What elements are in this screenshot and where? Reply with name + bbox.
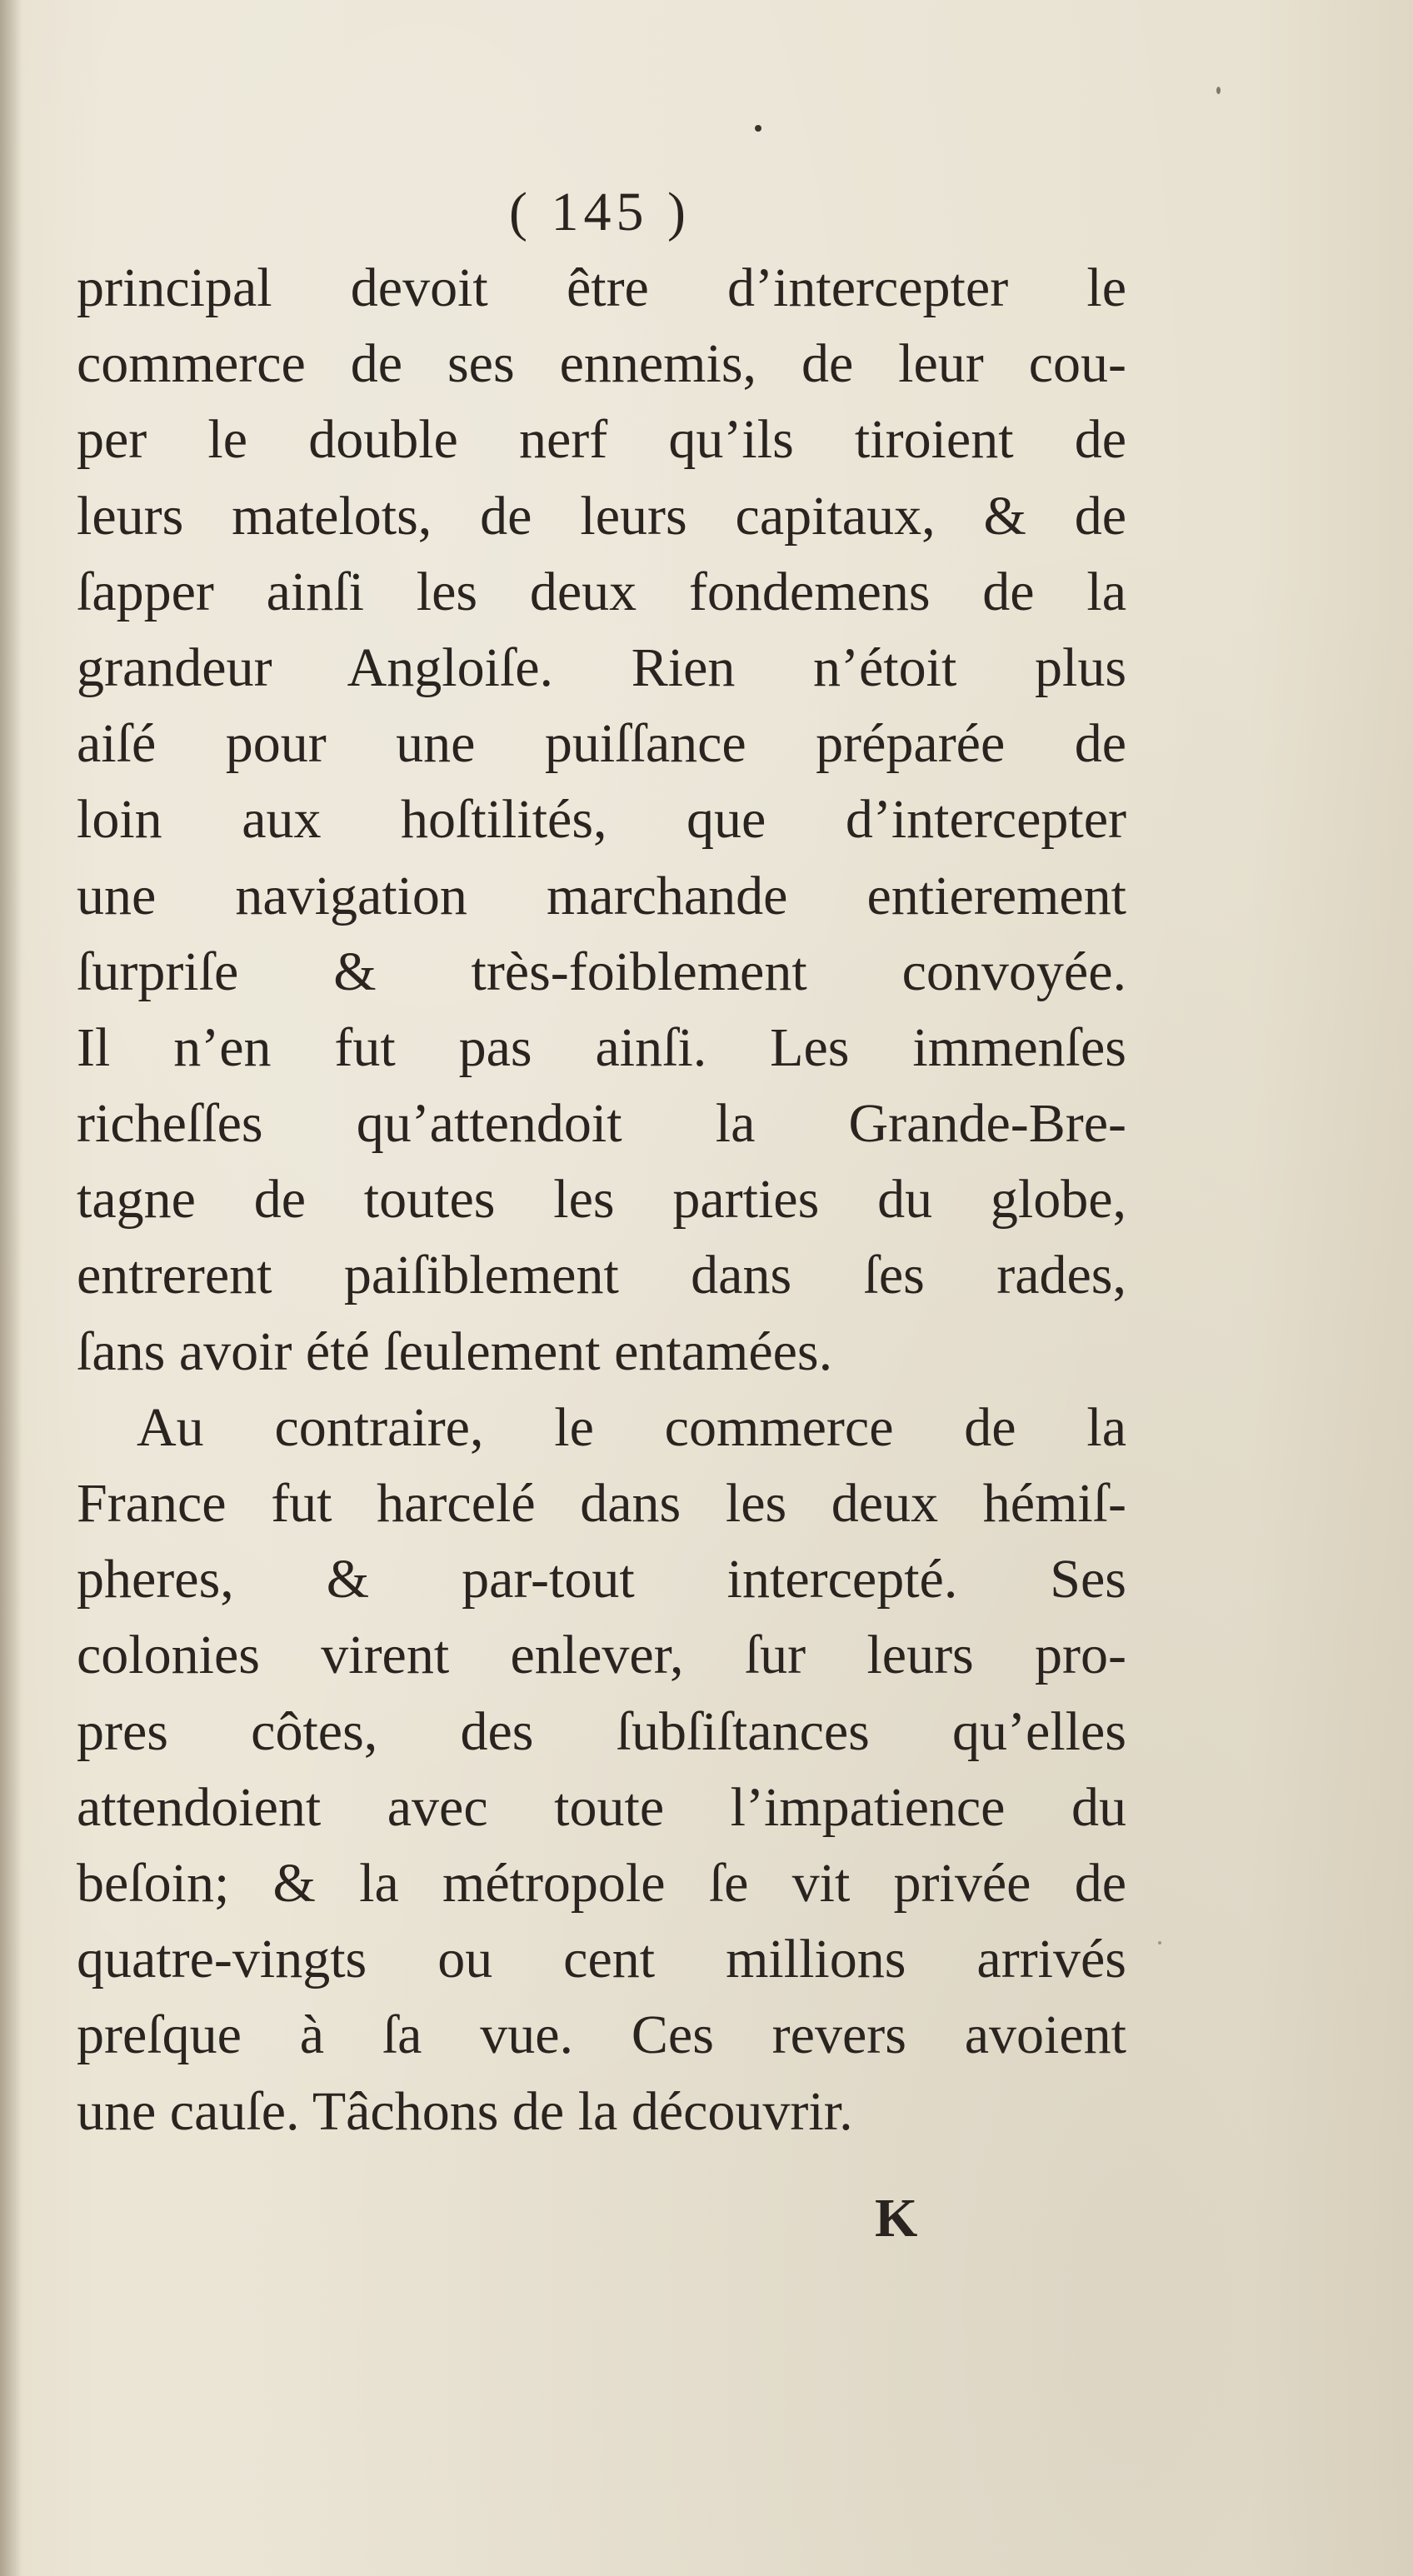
page-number: ( 145 ) [509, 182, 691, 242]
text-line: loin aux hoſtilités, que d’intercepter [77, 789, 1126, 851]
paragraph-2 [77, 1390, 1126, 2149]
text-line: une navigation marchande entierement [77, 865, 1126, 926]
text-line: tagne de toutes les parties du globe, [77, 1169, 1126, 1231]
text-line: colonies virent enlever, ſur leurs pro- [77, 1625, 1126, 1686]
text-line: pres côtes, des ſubſiſtances qu’elles [77, 1700, 1126, 1762]
text-line: leurs matelots, de leurs capitaux, & de [77, 485, 1126, 547]
text-line: commerce de ses ennemis, de leur cou- [77, 333, 1126, 395]
text-line: per le double nerf qu’ils tiroient de [77, 409, 1126, 471]
text-line: grandeur Angloiſe. Rien n’étoit plus [77, 637, 1126, 698]
text-line: Au contraire, le commerce de la [137, 1396, 1126, 1458]
text-line: ſapper ainſi les deux fondemens de la [77, 561, 1126, 622]
text-line: principal devoit être d’intercepter le [77, 257, 1126, 318]
text-line: Il n’en fut pas ainſi. Les immenſes [77, 1016, 1126, 1078]
text-line: richeſſes qu’attendoit la Grande-Bre- [77, 1093, 1126, 1155]
text-line: beſoin; & la métropole ſe vit privée de [77, 1852, 1126, 1914]
paper-speck [755, 125, 761, 132]
text-line: entrerent paiſiblement dans ſes rades, [77, 1245, 1126, 1306]
text-line: pheres, & par-tout intercepté. Ses [77, 1549, 1126, 1610]
binding-gutter-shadow [0, 0, 22, 2576]
text-line: preſque à ſa vue. Ces revers avoient [77, 2004, 1126, 2066]
text-line: ſurpriſe & très-foiblement convoyée. [77, 941, 1126, 1002]
text-line: ſans avoir été ſeulement entamées. [77, 1320, 833, 1382]
text-line: quatre-vingts ou cent millions arrivés [77, 1929, 1126, 1990]
text-line: aiſé pour une puiſſance préparée de [77, 713, 1126, 775]
paper-speck [1158, 1941, 1161, 1944]
text-line: attendoient avec toute l’impatience du [77, 1776, 1126, 1838]
text-line: France fut harcelé dans les deux hémiſ- [77, 1473, 1126, 1534]
paragraph-1 [77, 250, 1126, 1390]
signature-mark: K [875, 2188, 918, 2249]
paper-speck [1216, 87, 1221, 94]
text-line: une cauſe. Tâchons de la découvrir. [77, 2080, 853, 2142]
body-text [77, 250, 1126, 2149]
